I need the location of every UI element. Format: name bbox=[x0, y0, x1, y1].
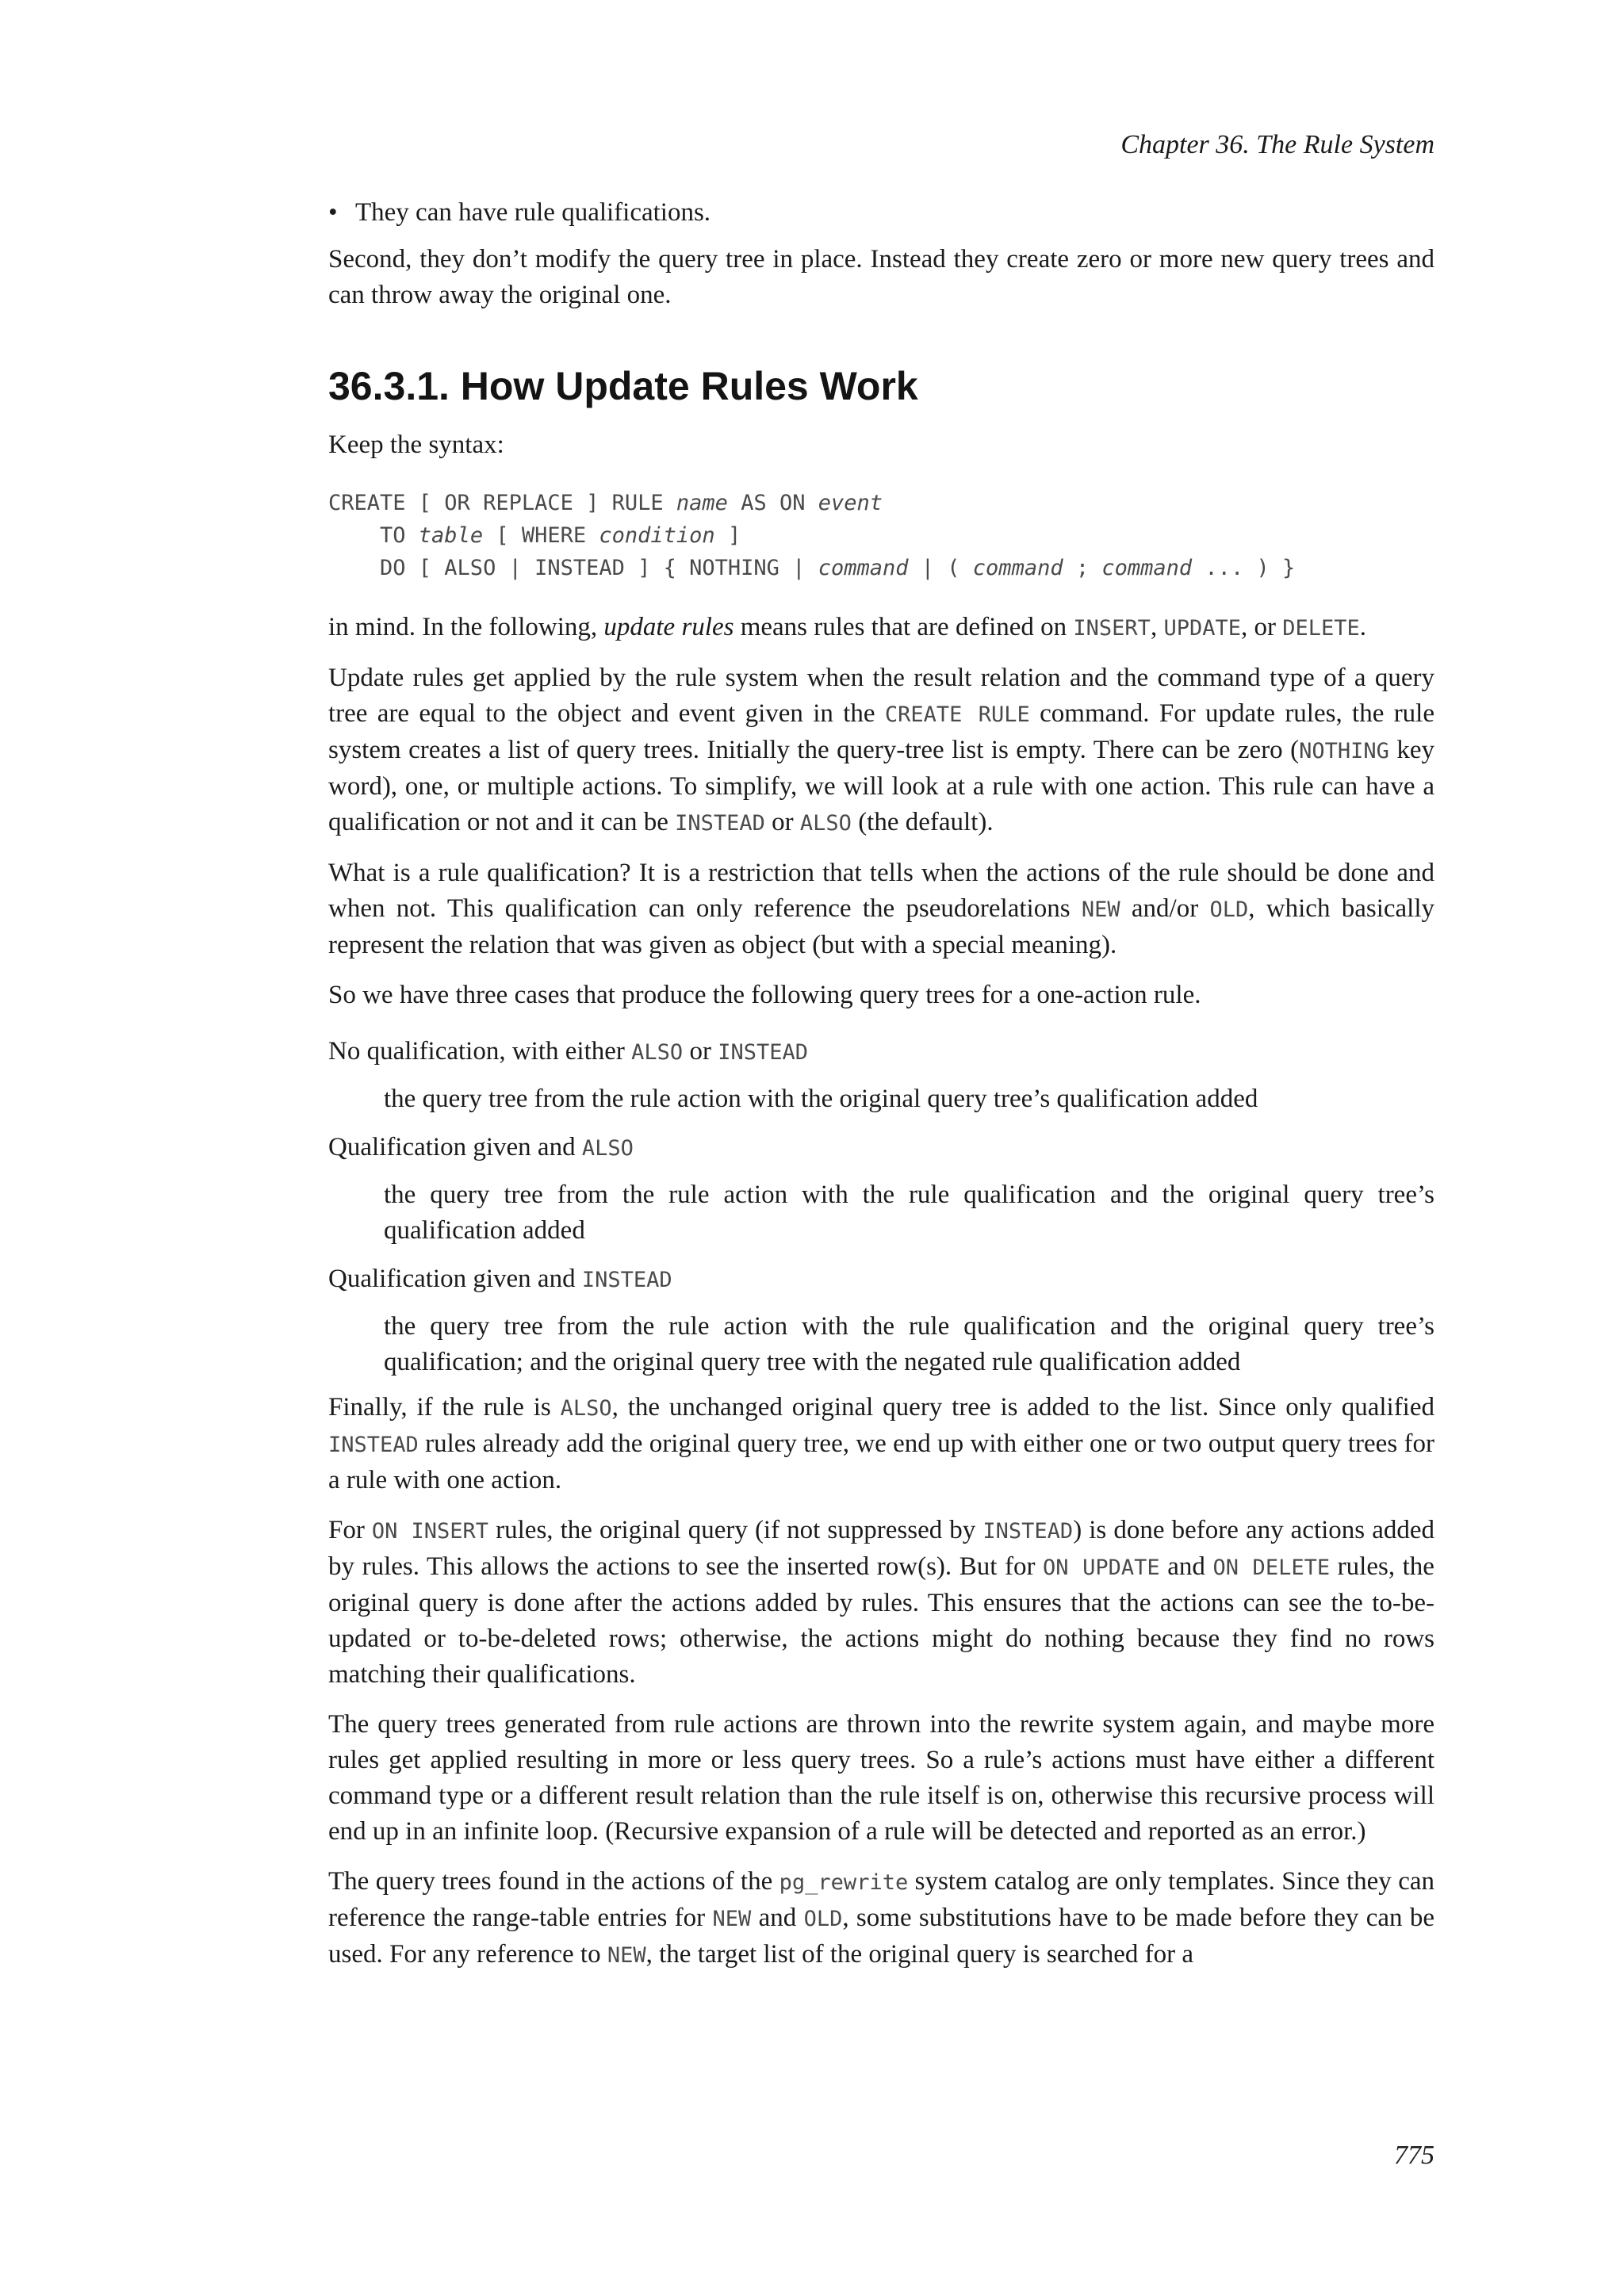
syntax-param: command bbox=[818, 556, 909, 580]
text-run: , which basically represent the relation that was given as object (but with a special meaning). bbox=[328, 894, 1435, 959]
code-literal: pg_rewrite bbox=[779, 1870, 909, 1895]
bullet-item bbox=[328, 195, 1434, 231]
text-run: rules, the original query is done after the actions added by rules. This ensures that the actions can see the to-be-updated or to-be-deleted rows; otherwise, the actions might do nothing because they find no rows matching their qualifications. bbox=[328, 1552, 1434, 1689]
code-literal: ON DELETE bbox=[1212, 1556, 1331, 1580]
syntax-param: command bbox=[972, 556, 1063, 580]
bullet-text: They can have rule qualifications. bbox=[355, 198, 711, 227]
paragraph-second: Second, they don’t modify the query tree in place. Instead they create zero or more new query trees and can throw away the original one. bbox=[328, 245, 1434, 309]
text-run: Qualification given and bbox=[328, 1133, 582, 1161]
syntax-param: event bbox=[818, 491, 883, 515]
syntax-block bbox=[328, 487, 1434, 584]
text-run: , some substitutions have to be made before they can be used. For any reference to bbox=[328, 1904, 1434, 1969]
paragraph-qualification bbox=[328, 855, 1434, 963]
code-literal: INSTEAD bbox=[982, 1519, 1074, 1544]
code-literal: OLD bbox=[1209, 897, 1249, 922]
page-number: 775 bbox=[1394, 2141, 1434, 2170]
text-run: command. For update rules, the rule system creates a list of query trees. Initially the query-tree list is empty. There can be zero ( bbox=[328, 699, 1434, 764]
text-run: and bbox=[1159, 1552, 1213, 1581]
text-run: What is a rule qualification? It is a restriction that tells when the actions of the rule should be done and when not. This qualification can only reference the pseudorelations bbox=[328, 859, 1434, 923]
syntax-text: | ( bbox=[908, 556, 973, 580]
text-run: Finally, if the rule is bbox=[328, 1393, 561, 1422]
text-run: , the unchanged original query tree is added to the list. Since only qualified bbox=[611, 1393, 1434, 1422]
text-run: , or bbox=[1240, 613, 1283, 641]
code-literal: ALSO bbox=[581, 1136, 634, 1161]
syntax-text: TO bbox=[328, 523, 419, 548]
emphasis-term: update rules bbox=[603, 613, 734, 641]
syntax-text: ... ) } bbox=[1192, 556, 1296, 580]
text-run: No qualification, with either bbox=[328, 1037, 632, 1066]
paragraph-templates bbox=[328, 1864, 1434, 1973]
syntax-text: ] bbox=[714, 523, 741, 548]
text-run: system catalog are only templates. Since they can reference the range-table entries for bbox=[328, 1867, 1434, 1932]
code-literal: CREATE RULE bbox=[884, 702, 1030, 727]
text-run: and bbox=[751, 1904, 804, 1932]
paragraph-in-mind bbox=[328, 610, 1434, 646]
text-run: The query trees found in the actions of the bbox=[328, 1867, 779, 1896]
code-literal: ALSO bbox=[560, 1396, 612, 1421]
text-run: means rules that are defined on bbox=[733, 613, 1074, 641]
text-run: or bbox=[764, 808, 800, 836]
paragraph-rewrite: The query trees generated from rule actions are thrown into the rewrite system again, and maybe more rules get applied resulting in more or less query trees. So a rule’s actions must have either a different command type or a different result relation than the rule itself is on, otherwise this recursive process will end up in an infinite loop. (Recursive expansion of a rule will be detected and reported as an error.) bbox=[328, 1710, 1434, 1846]
running-head: Chapter 36. The Rule System bbox=[1120, 130, 1434, 159]
code-literal: DELETE bbox=[1282, 616, 1360, 641]
case-term-3 bbox=[328, 1261, 1434, 1298]
code-literal: ALSO bbox=[631, 1040, 684, 1065]
code-literal: INSTEAD bbox=[675, 811, 765, 836]
paragraph-keep-syntax: Keep the syntax: bbox=[328, 430, 504, 459]
syntax-text: [ WHERE bbox=[483, 523, 599, 548]
text-run: or bbox=[683, 1037, 718, 1066]
code-literal: INSTEAD bbox=[718, 1040, 808, 1065]
text-run: . bbox=[1359, 613, 1367, 641]
text-run: , bbox=[1150, 613, 1164, 641]
syntax-param: command bbox=[1101, 556, 1193, 580]
code-literal: ALSO bbox=[799, 811, 852, 836]
text-run: key word), one, or multiple actions. To simplify, we will look at a rule with one action. This rule can have a qualification or not and it can be bbox=[328, 736, 1434, 836]
text-run: and/or bbox=[1120, 894, 1210, 923]
syntax-param: name bbox=[676, 491, 728, 515]
case-term-1 bbox=[328, 1034, 1434, 1070]
paragraph-for-on-insert bbox=[328, 1513, 1434, 1693]
syntax-param: table bbox=[418, 523, 484, 548]
text-run: rules already add the original query tree, we end up with either one or two output query trees for a rule with one action. bbox=[328, 1429, 1434, 1494]
code-literal: UPDATE bbox=[1163, 616, 1241, 641]
code-literal: NOTHING bbox=[1299, 739, 1389, 763]
text-run: Update rules get applied by the rule system when the result relation and the command type of a query tree are equal to the object and event given in the bbox=[328, 664, 1434, 728]
paragraph-update-rules bbox=[328, 660, 1434, 841]
code-literal: ON UPDATE bbox=[1043, 1556, 1160, 1580]
paragraph-finally bbox=[328, 1390, 1434, 1498]
case-desc-2: the query tree from the rule action with the rule qualification and the original query tree’s qualification added bbox=[384, 1181, 1434, 1245]
text-run: , the target list of the original query is searched for a bbox=[645, 1940, 1193, 1969]
code-literal: NEW bbox=[712, 1907, 752, 1931]
text-run: (the default). bbox=[851, 808, 994, 836]
code-literal: ON INSERT bbox=[371, 1519, 489, 1544]
section-title: 36.3.1. How Update Rules Work bbox=[328, 364, 918, 408]
code-literal: INSTEAD bbox=[581, 1268, 672, 1292]
syntax-text: DO [ ALSO | INSTEAD ] { NOTHING | bbox=[328, 556, 818, 580]
code-literal: NEW bbox=[607, 1943, 646, 1968]
syntax-text: ; bbox=[1063, 556, 1102, 580]
syntax-text: AS ON bbox=[727, 491, 818, 515]
code-literal: INSERT bbox=[1073, 616, 1151, 641]
text-run: For bbox=[328, 1516, 372, 1544]
code-literal: INSTEAD bbox=[328, 1433, 419, 1457]
page-content bbox=[328, 195, 1434, 1988]
case-desc-3: the query tree from the rule action with the rule qualification and the original query tree’s qualification; and the original query tree with the negated rule qualification added bbox=[384, 1312, 1434, 1376]
text-run: rules, the original query (if not suppressed by bbox=[488, 1516, 983, 1544]
paragraph-cases: So we have three cases that produce the following query trees for a one-action rule. bbox=[328, 981, 1201, 1009]
bullet-icon: • bbox=[328, 198, 338, 227]
code-literal: NEW bbox=[1081, 897, 1120, 922]
text-run: in mind. In the following, bbox=[328, 613, 604, 641]
syntax-param: condition bbox=[599, 523, 715, 548]
case-desc-1: the query tree from the rule action with the original query tree’s qualification added bbox=[384, 1085, 1258, 1113]
text-run: Qualification given and bbox=[328, 1265, 582, 1293]
syntax-text: CREATE [ OR REPLACE ] RULE bbox=[328, 491, 676, 515]
code-literal: OLD bbox=[803, 1907, 843, 1931]
text-run: ) is done before any actions added by rules. This allows the actions to see the inserted row(s). But for bbox=[328, 1516, 1434, 1581]
case-term-2 bbox=[328, 1130, 1434, 1166]
